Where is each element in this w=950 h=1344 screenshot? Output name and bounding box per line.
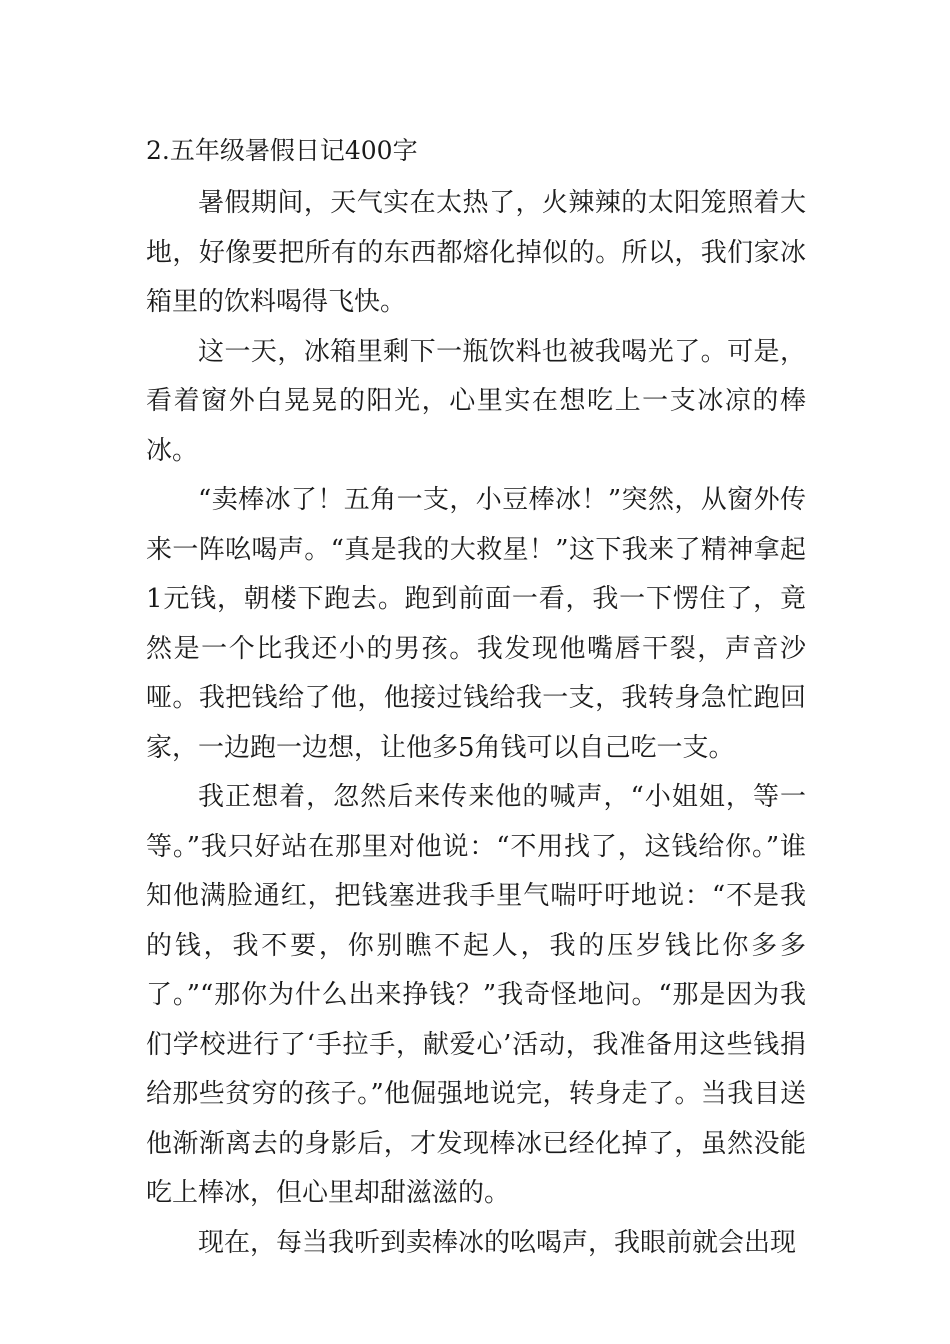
- paragraph-3: “卖棒冰了！五角一支，小豆棒冰！”突然，从窗外传来一阵吆喝声。“真是我的大救星！”这下我来了精神拿起1元钱，朝楼下跑去。跑到前面一看，我一下愣住了，竟然是一个比我还小的男孩。我发现他嘴唇干裂，声音沙哑。我把钱给了他，他接过钱给我一支，我转身急忙跑回家，一边跑一边想，让他多5角钱可以自己吃一支。: [146, 485, 806, 763]
- document-body: [146, 179, 806, 1268]
- document-heading: 2.五年级暑假日记400字: [146, 136, 418, 165]
- paragraph-4: 我正想着，忽然后来传来他的喊声，“小姐姐，等一等。”我只好站在那里对他说：“不用找了，这钱给你。”谁知他满脸通红，把钱塞进我手里气喘吁吁地说：“不是我的钱，我不要，你别瞧不起人，我的压岁钱比你多多了。”“那你为什么出来挣钱？”我奇怪地问。“那是因为我们学校进行了‘手拉手，献爱心’活动，我准备用这些钱捐给那些贫穷的孩子。”他倔强地说完，转身走了。当我目送他渐渐离去的身影后，才发现棒冰已经化掉了，虽然没能吃上棒冰，但心里却甜滋滋的。: [146, 782, 806, 1208]
- paragraph-5: 现在，每当我听到卖棒冰的吆喝声，我眼前就会出现: [198, 1227, 797, 1258]
- paragraph-1: 暑假期间，天气实在太热了，火辣辣的太阳笼照着大地，好像要把所有的东西都熔化掉似的。所以，我们家冰箱里的饮料喝得飞快。: [146, 188, 806, 317]
- paragraph-2: 这一天，冰箱里剩下一瓶饮料也被我喝光了。可是，看着窗外白晃晃的阳光，心里实在想吃上一支冰凉的棒冰。: [146, 336, 806, 466]
